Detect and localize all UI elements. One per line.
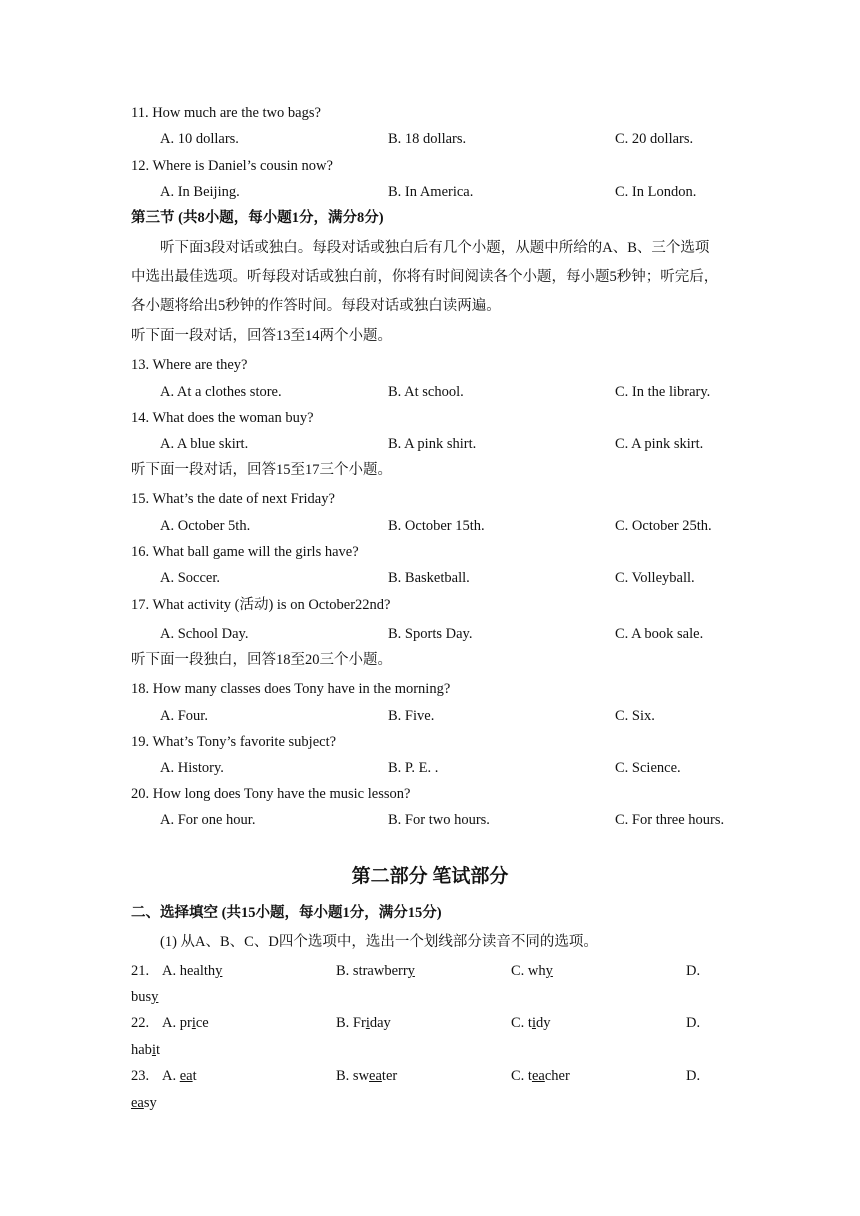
option-15-a: A. October 5th. <box>160 518 251 534</box>
option-15-c: C. October 25th. <box>615 518 712 534</box>
question-20: 20. How long does Tony have the music lesson? <box>131 786 411 802</box>
phonetic-option-c: C. tidy <box>511 1015 551 1031</box>
option-17-b: B. Sports Day. <box>388 626 473 642</box>
phonetic-option-c: C. teacher <box>511 1068 570 1084</box>
phonetic-option-a: A. healthy <box>162 963 223 979</box>
question-14: 14. What does the woman buy? <box>131 410 314 426</box>
option-12-c: C. In London. <box>615 184 697 200</box>
option-20-c: C. For three hours. <box>615 812 725 828</box>
question-19: 19. What’s Tony’s favorite subject? <box>131 734 337 750</box>
section3-instruction-3: 各小题将给出5秒钟的作答时间。每段对话或独白读两遍。 <box>131 298 501 314</box>
phonetic-question-number: 23. <box>131 1068 150 1084</box>
option-16-b: B. Basketball. <box>388 570 470 586</box>
question-13: 13. Where are they? <box>131 357 248 373</box>
option-12-a: A. In Beijing. <box>160 184 240 200</box>
section3-instruction-2: 中选出最佳选项。听每段对话或独白前，你将有时间阅读各个小题，每小题5秒钟；听完后， <box>131 269 719 285</box>
phonetic-question-number: 22. <box>131 1015 150 1031</box>
option-18-c: C. Six. <box>615 708 655 724</box>
part2-sub-instruction: (1) 从A、B、C、D四个选项中，选出一个划线部分读音不同的选项。 <box>160 934 598 950</box>
phonetic-option-d-word: busy <box>131 989 159 1005</box>
section3-heading: 第三节 (共8小题，每小题1分，满分8分) <box>131 210 384 226</box>
option-16-a: A. Soccer. <box>160 570 220 586</box>
question-16: 16. What ball game will the girls have? <box>131 544 359 560</box>
phonetic-option-b: B. sweater <box>336 1068 398 1084</box>
option-13-a: A. At a clothes store. <box>160 384 282 400</box>
option-20-b: B. For two hours. <box>388 812 490 828</box>
phonetic-option-d-label: D. <box>686 1015 701 1031</box>
option-18-a: A. Four. <box>160 708 208 724</box>
phonetic-option-d-label: D. <box>686 1068 701 1084</box>
group2-intro: 听下面一段对话，回答15至17三个小题。 <box>131 462 392 478</box>
option-13-c: C. In the library. <box>615 384 711 400</box>
option-11-b: B. 18 dollars. <box>388 131 467 147</box>
part2-section-heading: 二、选择填空 (共15小题，每小题1分，满分15分) <box>131 905 442 921</box>
option-17-c: C. A book sale. <box>615 626 704 642</box>
option-14-a: A. A blue skirt. <box>160 436 249 452</box>
phonetic-option-d-word: habit <box>131 1042 160 1058</box>
section3-instruction-1: 听下面3段对话或独白。每段对话或独白后有几个小题，从题中所给的A、B、三个选项 <box>160 240 710 256</box>
option-15-b: B. October 15th. <box>388 518 485 534</box>
question-15: 15. What’s the date of next Friday? <box>131 491 335 507</box>
question-18: 18. How many classes does Tony have in the morning? <box>131 681 451 697</box>
option-17-a: A. School Day. <box>160 626 249 642</box>
option-19-b: B. P. E. . <box>388 760 439 776</box>
phonetic-question-number: 21. <box>131 963 150 979</box>
phonetic-option-c: C. why <box>511 963 553 979</box>
phonetic-option-a: A. price <box>162 1015 209 1031</box>
option-12-b: B. In America. <box>388 184 474 200</box>
group1-intro: 听下面一段对话，回答13至14两个小题。 <box>131 328 392 344</box>
phonetic-option-d-label: D. <box>686 963 701 979</box>
phonetic-option-b: B. strawberry <box>336 963 415 979</box>
question-17: 17. What activity (活动) is on October22nd? <box>131 597 391 613</box>
phonetic-option-d-word: easy <box>131 1095 157 1111</box>
phonetic-option-b: B. Friday <box>336 1015 391 1031</box>
option-14-b: B. A pink shirt. <box>388 436 477 452</box>
phonetic-option-a: A. eat <box>162 1068 197 1084</box>
question-12: 12. Where is Daniel’s cousin now? <box>131 158 333 174</box>
option-20-a: A. For one hour. <box>160 812 256 828</box>
option-19-c: C. Science. <box>615 760 681 776</box>
part2-title: 第二部分 笔试部分 <box>351 866 509 887</box>
option-13-b: B. At school. <box>388 384 464 400</box>
option-18-b: B. Five. <box>388 708 435 724</box>
option-16-c: C. Volleyball. <box>615 570 695 586</box>
group3-intro: 听下面一段独白，回答18至20三个小题。 <box>131 652 392 668</box>
option-19-a: A. History. <box>160 760 224 776</box>
option-11-a: A. 10 dollars. <box>160 131 239 147</box>
option-14-c: C. A pink skirt. <box>615 436 704 452</box>
question-11: 11. How much are the two bags? <box>131 105 321 121</box>
option-11-c: C. 20 dollars. <box>615 131 694 147</box>
